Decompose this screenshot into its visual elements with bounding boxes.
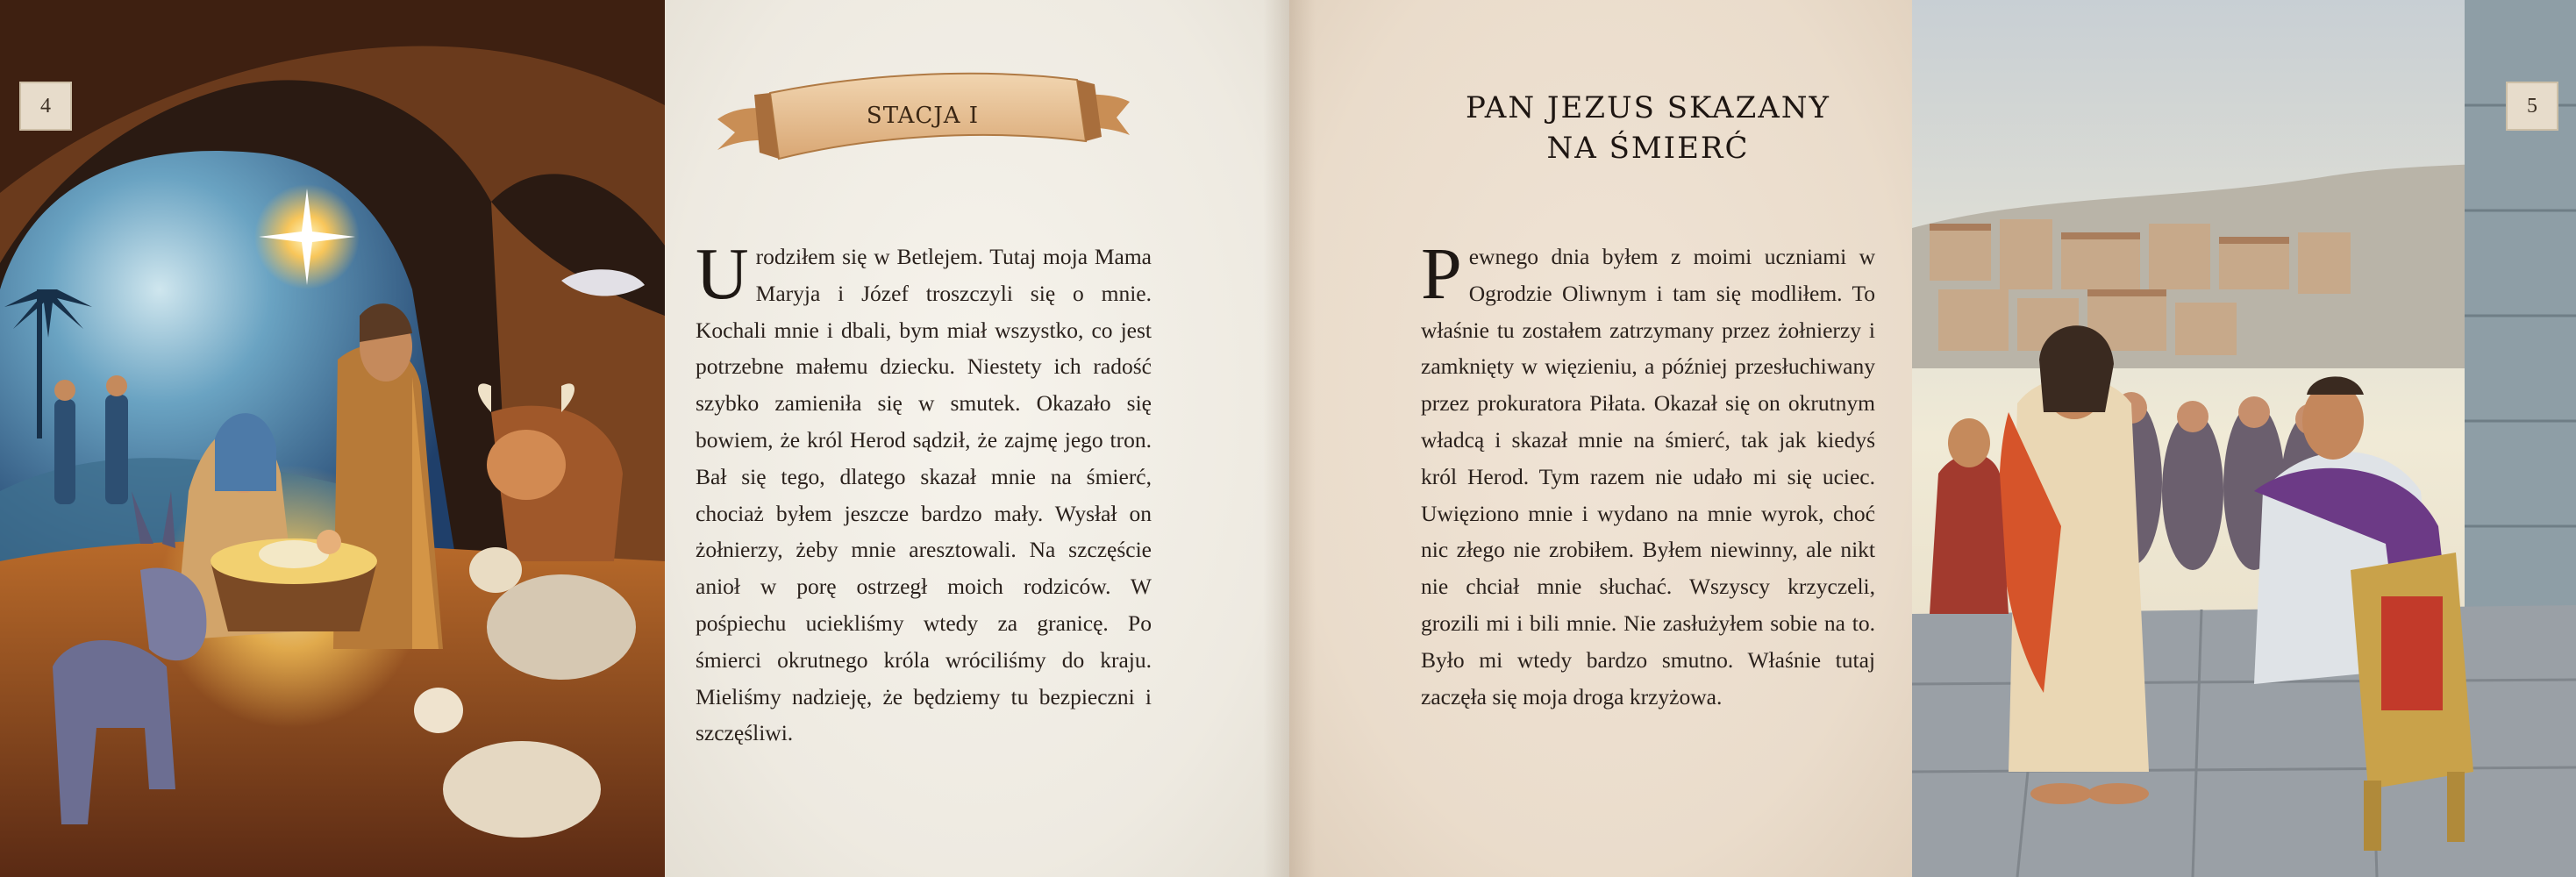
left-story-body: rodziłem się w Betlejem. Tutaj moja Mama Maryja i Józef troszczyli się o mnie. Kochali mnie i dbali, bym miał wszystko, co jest potrzebne małemu dziecku. Niestety ich radość szybko zamieniła się w smutek. Okazało się bowiem, że król Herod sądził, że zajmę jego tron. Bał się tego, dlatego skazał mnie na śmierć, chociaż byłem jeszcze bardzo mały. Wysłał on żołnierzy, żeby mnie aresztowali. Na szczęście anioł w porę ostrzegł moich rodziców. W pośpiechu uciekliśmy wtedy za granicę. Po śmierci okrutnego króla wróciliśmy do kraju. Mieliśmy nadzieję, że będziemy tu bezpieczni i szczęśliwi. bbox=[696, 244, 1152, 746]
nativity-illustration bbox=[0, 0, 665, 877]
right-story-text bbox=[1421, 233, 1875, 715]
station-title-line2: NA ŚMIERĆ bbox=[1546, 131, 1750, 166]
pilate-illustration bbox=[1912, 0, 2576, 877]
page-number-right: 5 bbox=[2506, 82, 2558, 131]
dropcap-right: P bbox=[1421, 233, 1462, 315]
station-label: STACJA I bbox=[866, 103, 980, 129]
book-gutter bbox=[1263, 0, 1316, 877]
right-story-body: ewnego dnia byłem z moimi uczniami w Ogrodzie Oliwnym i tam się modliłem. To właśnie tu zostałem zatrzymany przez żołnierzy i zamknięty w więzieniu, a później przesłuchiwany przez prokuratora Piłata. Okazał się on okrutnym władcą i skazał mnie na śmierć, tak jak kiedyś król Herod. Tym razem nie udało mi się uciec. Uwięziono mnie i wydano na mnie wyrok, choć nic złego nie zrobiłem. Byłem niewinny, ale nikt nie chciał mnie słuchać. Wszyscy krzyczeli, grozili mi i bili mnie. Nie zasłużyłem sobie na to. Było mi wtedy bardzo smutno. Właśnie tutaj zaczęła się moja droga krzyżowa. bbox=[1421, 244, 1875, 709]
station-title bbox=[1421, 88, 1875, 168]
left-story-text bbox=[696, 233, 1152, 752]
page-number-left: 4 bbox=[19, 82, 72, 131]
station-title-line1: PAN JEZUS SKAZANY bbox=[1466, 90, 1830, 125]
dropcap-left: U bbox=[696, 233, 749, 315]
